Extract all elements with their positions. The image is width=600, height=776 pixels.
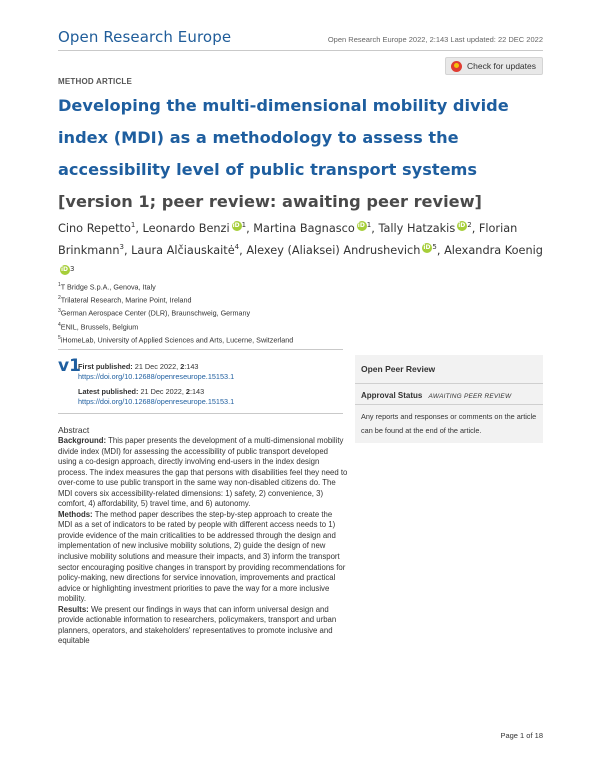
abstract-heading: Abstract bbox=[58, 425, 90, 435]
author-name: Tally Hatzakis bbox=[378, 221, 456, 235]
author-name: Laura Alčiauskaitė bbox=[131, 244, 235, 258]
affiliation-item bbox=[58, 333, 293, 346]
author[interactable] bbox=[378, 222, 471, 235]
author-affiliation-ref: 1 bbox=[366, 221, 372, 229]
first-published-volume: 2 bbox=[180, 362, 185, 371]
author-name: Alexandra Koenig bbox=[444, 244, 543, 258]
affiliation-number: 5 bbox=[58, 334, 61, 341]
author-affiliation-ref: 1 bbox=[241, 221, 247, 229]
methods-label: Methods: bbox=[58, 509, 93, 519]
author-name: Cino Repetto bbox=[58, 221, 131, 235]
author-affiliation-ref: 4 bbox=[234, 243, 240, 252]
author[interactable] bbox=[253, 222, 371, 235]
affiliation-number: 4 bbox=[58, 321, 61, 328]
title-version: [version 1; peer review: awaiting peer review] bbox=[58, 192, 482, 211]
first-published-pages: :143 bbox=[184, 362, 199, 371]
affiliation-list bbox=[58, 280, 293, 346]
latest-published-volume: 2 bbox=[185, 387, 190, 396]
first-published-date: 21 Dec 2022, bbox=[134, 362, 179, 371]
header-divider bbox=[58, 50, 543, 51]
results-label: Results: bbox=[58, 604, 89, 614]
author-name: Leonardo Benzi bbox=[142, 221, 230, 235]
header-citation: Open Research Europe 2022, 2:143 Last updated: 22 DEC 2022 bbox=[327, 35, 543, 44]
section-divider bbox=[58, 349, 343, 350]
first-published-doi-link[interactable]: https://doi.org/10.12688/openreseurope.15153.1 bbox=[78, 371, 235, 381]
author[interactable] bbox=[131, 244, 239, 257]
latest-published-label: Latest published: bbox=[78, 387, 139, 396]
check-for-updates-button[interactable] bbox=[445, 57, 543, 75]
affiliation-number: 3 bbox=[58, 308, 61, 315]
orcid-icon[interactable] bbox=[60, 265, 70, 275]
abstract-body bbox=[58, 436, 348, 647]
peer-review-note: Any reports and responses or comments on the article can be found at the end of the article. bbox=[361, 412, 537, 435]
section-divider bbox=[58, 413, 343, 414]
article-title bbox=[58, 90, 548, 218]
first-published-label: First published: bbox=[78, 362, 133, 371]
background-text: This paper presents the development of a multi-dimensional mobility divide index (MDI) for assessing the accessibility of public transport developed using a co-design approach, directly involving end-users in the index design process. The index measures the gap that persons with disabilities feel they need to over-come to use public transport in the same way non-disabled citizens do. The MDI covers six accessibility-related dimensions: 1) safety, 2) convenience, 3) comfort, 4) affordability, 5) travel time, and 6) autonomy. bbox=[58, 436, 348, 509]
author[interactable] bbox=[58, 222, 135, 235]
affiliation-text: ENIL, Brussels, Belgium bbox=[60, 321, 139, 331]
affiliation-item bbox=[58, 293, 293, 306]
approval-status-value: AWAITING PEER REVIEW bbox=[428, 393, 512, 400]
affiliation-text: Trilateral Research, Marine Point, Ireland bbox=[60, 295, 192, 305]
latest-published-date: 21 Dec 2022, bbox=[140, 387, 184, 396]
latest-published-doi-link[interactable]: https://doi.org/10.12688/openreseurope.15153.1 bbox=[78, 396, 235, 406]
affiliation-text: iHomeLab, University of Applied Sciences and Arts, Lucerne, Switzerland bbox=[60, 335, 294, 345]
orcid-icon[interactable] bbox=[357, 221, 367, 231]
open-peer-review-panel bbox=[355, 355, 543, 443]
panel-divider bbox=[355, 404, 543, 405]
title-text: Developing the multi-dimensional mobility divide index (MDI) as a methodology to assess the accessibility level of public transport systems bbox=[58, 96, 509, 179]
methods-text: The method paper describes the step-by-step approach to create the MDI as a set of indicators to be rated by people with different access needs to 1) provide evidence of the main criticalities to be addressed through the design and implementation of new inclusive mobility solutions, 2) guide the design of new inclusive mobility solutions and measure their impacts, and 3) inform the transport sector encouraging positive changes in transport by providing recommendations for policy-making, new directions for service innovation, improvements and practical advice or highlighting investment priorities to pave the way for a more inclusive mobility. bbox=[58, 509, 346, 604]
author-name: Alexey (Aliaksei) Andrushevich bbox=[246, 244, 421, 258]
author[interactable] bbox=[246, 244, 437, 257]
author-affiliation-ref: 3 bbox=[70, 265, 75, 274]
approval-status-label: Approval Status bbox=[361, 391, 423, 400]
panel-divider bbox=[355, 383, 543, 384]
background-label: Background: bbox=[58, 436, 107, 445]
crossmark-icon bbox=[451, 61, 462, 72]
affiliation-item bbox=[58, 320, 293, 333]
results-text: We present our findings in ways that can inform universal design and provide actionable information to researchers, policymakers, transport and urban planners, operators, and stakeholders' representatives to promote inclusive and equitable bbox=[58, 604, 337, 646]
affiliation-item bbox=[58, 306, 293, 319]
version-badge: v1 bbox=[58, 356, 81, 376]
affiliation-item bbox=[58, 280, 293, 293]
publication-info bbox=[78, 362, 234, 406]
affiliation-text: German Aerospace Center (DLR), Braunschweig, Germany bbox=[60, 308, 251, 318]
journal-brand[interactable]: Open Research Europe bbox=[58, 28, 232, 46]
orcid-icon[interactable] bbox=[457, 221, 467, 231]
check-for-updates-label: Check for updates bbox=[467, 61, 536, 71]
author-affiliation-ref: 2 bbox=[467, 221, 472, 229]
first-published bbox=[78, 362, 234, 372]
orcid-icon[interactable] bbox=[232, 221, 242, 231]
author-affiliation-ref: 1 bbox=[130, 221, 136, 229]
affiliation-number: 1 bbox=[58, 282, 61, 288]
author-affiliation-ref: 3 bbox=[119, 243, 124, 252]
latest-published bbox=[78, 387, 234, 397]
author-name: Florian Brinkmann bbox=[58, 221, 518, 258]
author[interactable] bbox=[143, 222, 247, 235]
orcid-icon[interactable] bbox=[422, 243, 432, 253]
article-type: METHOD ARTICLE bbox=[58, 77, 133, 86]
page-number: Page 1 of 18 bbox=[500, 731, 543, 740]
affiliation-number: 2 bbox=[58, 295, 61, 302]
latest-published-pages: :143 bbox=[189, 387, 205, 396]
author-affiliation-ref: 5 bbox=[432, 243, 437, 252]
affiliation-text: T Bridge S.p.A., Genova, Italy bbox=[60, 282, 156, 292]
approval-status bbox=[361, 391, 511, 400]
author-name: Martina Bagnasco bbox=[253, 221, 355, 235]
open-peer-review-title: Open Peer Review bbox=[361, 364, 436, 374]
author-list: Cino Repetto$^1$, Leonardo BenziiD $^1$, Martina BagnascoiD $^1$, Tally HatzakisiD $^2$, Florian Brinkmann$^3$, Laura Alčiauskaitė$^4$, Alexey (Aliaksei) AndrushevichiD $^5$, Alexandra KoenigiD$^3$ bbox=[58, 216, 548, 283]
